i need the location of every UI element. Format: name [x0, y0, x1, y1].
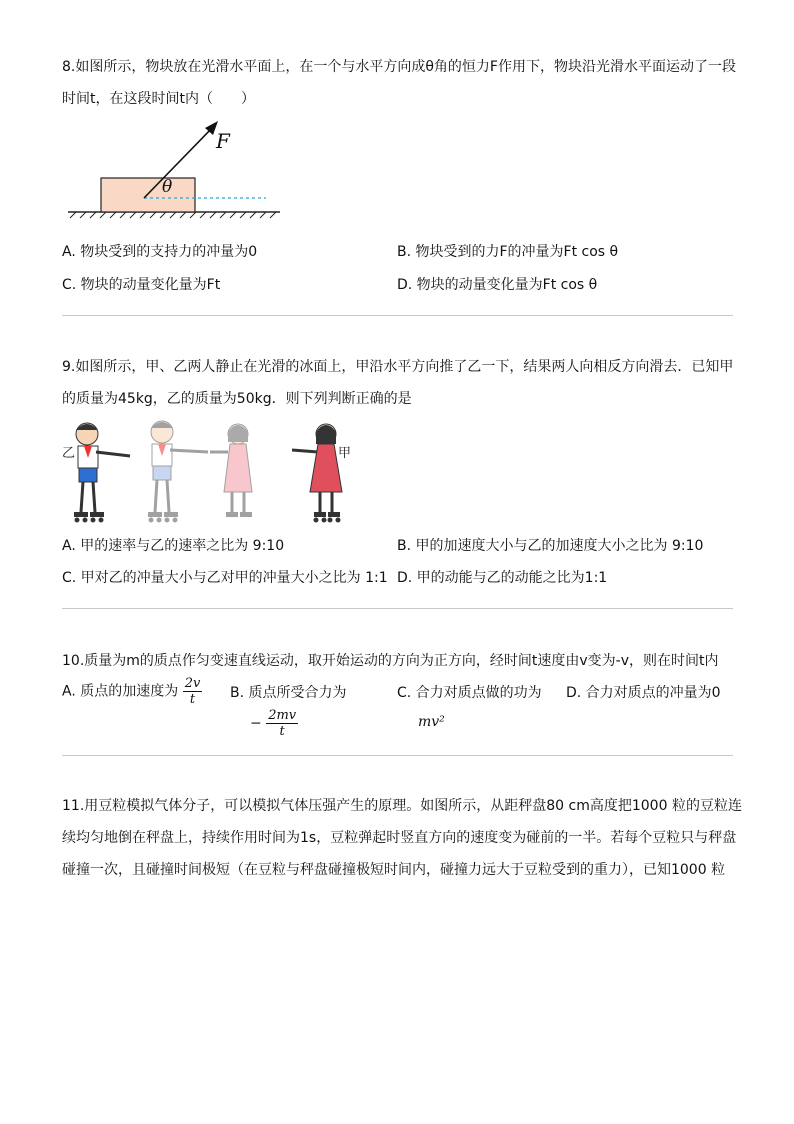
divider: [62, 315, 733, 316]
fraction-denominator: t: [189, 692, 196, 707]
q9-skaters-figure: [60, 412, 370, 532]
q10-option-b-fraction: [266, 708, 298, 739]
q8-option-b: B. 物块受到的力F的冲量为Ft cos θ: [397, 244, 619, 260]
minus-sign: −: [250, 715, 262, 732]
q9-option-a: A. 甲的速率与乙的速率之比为 9:10: [62, 538, 285, 554]
fraction-denominator: t: [279, 724, 285, 739]
divider: [62, 608, 733, 609]
q9-option-c: C. 甲对乙的冲量大小与乙对甲的冲量大小之比为 1:1: [62, 570, 388, 586]
q10-option-b-value: [250, 708, 298, 739]
q10-option-b-label: B. 质点所受合力为: [230, 685, 347, 701]
q9-stem-line1: 9.如图所示，甲、乙两人静止在光滑的冰面上，甲沿水平方向推了乙一下，结果两人向相反方向滑去．已知甲: [62, 359, 734, 375]
q10-stem-line1: 10.质量为m的质点作匀变速直线运动，取开始运动的方向为正方向，经时间t速度由v变为-v，则在时间t内: [62, 653, 719, 669]
skater-jia-ghost: [210, 424, 252, 517]
label-jia: 甲: [338, 446, 352, 461]
skater-yi-ghost: [148, 421, 208, 523]
q8-stem-line2: 时间t，在这段时间t内（ ）: [62, 91, 255, 107]
q10-option-c-value: mv²: [418, 714, 445, 730]
q8-option-a: A. 物块受到的支持力的冲量为0: [62, 244, 258, 260]
fraction-numerator: 2v: [184, 676, 201, 691]
q10-option-c-label: C. 合力对质点做的功为: [397, 685, 542, 701]
q8-stem-line1: 8.如图所示，物块放在光滑水平面上，在一个与水平方向成θ角的恒力F作用下，物块沿光滑水平面运动了一段: [62, 59, 736, 75]
q10-option-d: D. 合力对质点的冲量为0: [566, 685, 721, 701]
q8-option-d: D. 物块的动量变化量为Ft cos θ: [397, 277, 598, 293]
divider: [62, 755, 733, 756]
fraction-numerator: 2mv: [268, 708, 297, 723]
q10-option-a-label: A. 质点的加速度为: [62, 683, 179, 700]
q11-stem-line1: 11.用豆粒模拟气体分子，可以模拟气体压强产生的原理。如图所示，从距秤盘80 cm高度把1000 粒的豆粒连: [62, 798, 742, 814]
force-label: F: [216, 129, 230, 153]
q8-option-c: C. 物块的动量变化量为Ft: [62, 277, 221, 293]
skater-yi: [74, 423, 130, 523]
q11-stem-line2: 续均匀地倒在秤盘上，持续作用时间为1s，豆粒弹起时竖直方向的速度变为碰前的一半。若每个豆粒只与秤盘: [62, 830, 737, 846]
q9-option-d: D. 甲的动能与乙的动能之比为1:1: [397, 570, 608, 586]
ground-hatching: [70, 212, 276, 218]
q9-option-b: B. 甲的加速度大小与乙的加速度大小之比为 9:10: [397, 538, 704, 554]
angle-label: θ: [162, 177, 173, 197]
q9-stem-line2: 的质量为45kg，乙的质量为50kg．则下列判断正确的是: [62, 391, 412, 407]
q10-option-a-fraction: [183, 676, 203, 707]
label-yi: 乙: [62, 446, 76, 461]
q8-block-force-diagram: [64, 112, 284, 232]
skater-jia: [292, 424, 342, 523]
q10-option-a: [62, 676, 202, 707]
q11-stem-line3: 碰撞一次，且碰撞时间极短（在豆粒与秤盘碰撞极短时间内，碰撞力远大于豆粒受到的重力），已知1000 粒: [62, 862, 726, 878]
